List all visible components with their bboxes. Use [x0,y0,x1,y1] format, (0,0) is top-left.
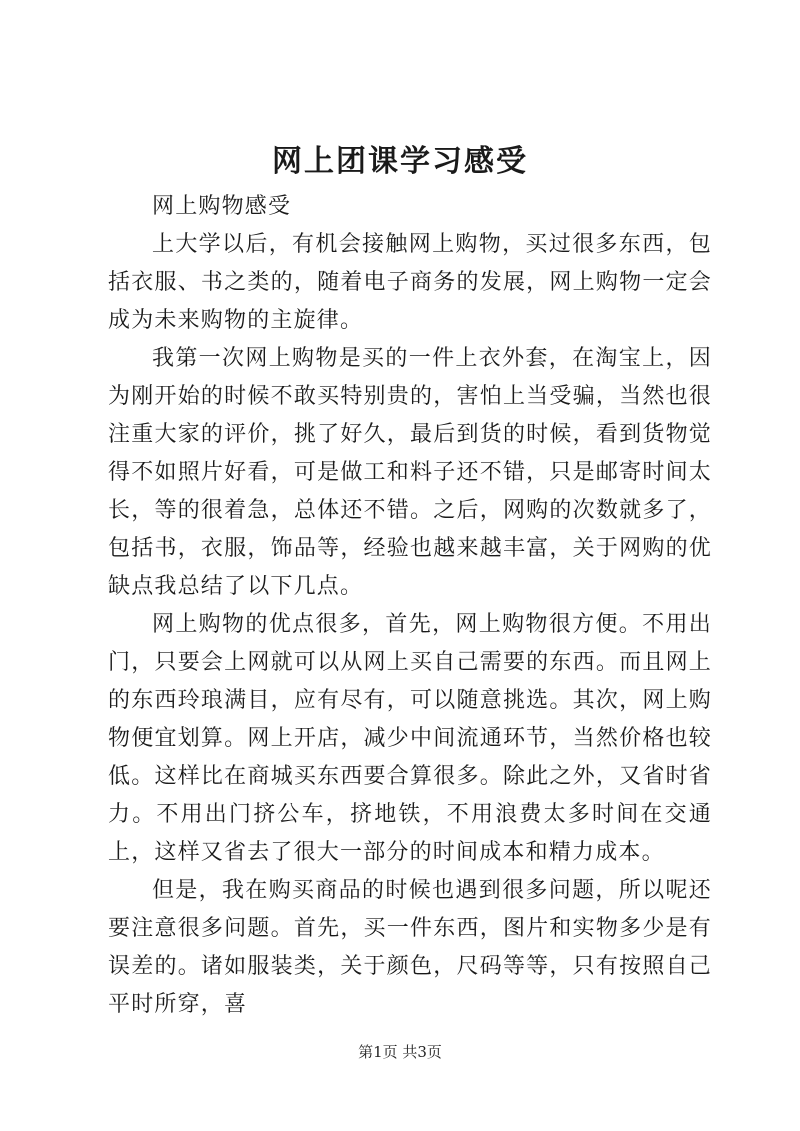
paragraph: 网上购物的优点很多，首先，网上购物很方便。不用出门，只要会上网就可以从网上买自己需要的东西。而且网上的东西玲琅满目，应有尽有，可以随意挑选。其次，网上购物便宜划算。网上开店，减少中间流通环节，当然价格也较低。这样比在商城买东西要合算很多。除此之外，又省时省力。不用出门挤公车，挤地铁，不用浪费太多时间在交通上，这样又省去了很大一部分的时间成本和精力成本。 [108,612,712,865]
paragraph: 但是，我在购买商品的时候也遇到很多问题，所以呢还要注意很多问题。首先，买一件东西，图片和实物多少是有误差的。诸如服装类，关于颜色，尺码等等，只有按照自己平时所穿，喜 [108,878,712,1017]
section-heading: 网上购物感受 [152,194,292,219]
paragraph: 我第一次网上购物是买的一件上衣外套，在淘宝上，因为刚开始的时候不敢买特别贵的，害怕上当受骗，当然也很注重大家的评价，挑了好久，最后到货的时候，看到货物觉得不如照片好看，可是做工和料子还不错，只是邮寄时间太长，等的很着急，总体还不错。之后，网购的次数就多了，包括书，衣服，饰品等，经验也越来越丰富，关于网购的优缺点我总结了以下几点。 [108,346,712,599]
page-number-footer: 第1页 共3页 [358,1043,442,1061]
paragraph: 上大学以后，有机会接触网上购物，买过很多东西，包括衣服、书之类的，随着电子商务的发展，网上购物一定会成为未来购物的主旋律。 [108,232,712,333]
document-title: 网上团课学习感受 [272,144,528,179]
document-body [108,188,712,1024]
